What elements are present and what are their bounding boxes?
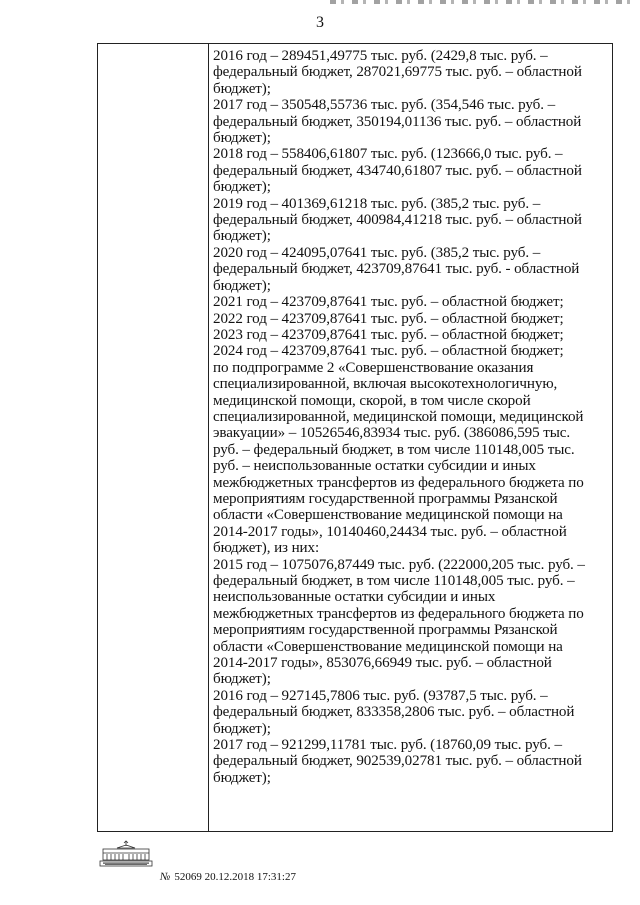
- text-line: области «Совершенствование медицинской помощи на: [213, 638, 563, 655]
- text-line: руб. – неиспользованные остатки субсидии и иных: [213, 458, 536, 475]
- text-line: медицинской помощи, скорой, в том числе скорой: [213, 392, 531, 409]
- scan-artifact: [330, 0, 630, 4]
- text-line: 2017 год – 350548,55736 тыс. руб. (354,546 тыс. руб. –: [213, 97, 556, 114]
- text-line: бюджет);: [213, 277, 271, 294]
- text-line: федеральный бюджет, в том числе 110148,005 тыс. руб. –: [213, 573, 575, 589]
- text-line: 2015 год – 1075076,87449 тыс. руб. (222000,205 тыс. руб. –: [213, 556, 585, 573]
- registration-text: 52069 20.12.2018 17:31:27: [174, 871, 296, 883]
- text-line: межбюджетных трансфертов из федерального бюджета по: [213, 605, 584, 622]
- text-line: 2018 год – 558406,61807 тыс. руб. (123666,0 тыс. руб. –: [213, 146, 563, 163]
- text-line: бюджет);: [213, 130, 271, 147]
- text-line: бюджет);: [213, 671, 271, 688]
- text-line: руб. – федеральный бюджет, в том числе 110148,005 тыс.: [213, 441, 575, 458]
- text-line: 2023 год – 423709,87641 тыс. руб. – областной бюджет;: [213, 326, 564, 343]
- text-line: федеральный бюджет, 350194,01136 тыс. руб. – областной: [213, 113, 582, 130]
- text-line: 2020 год – 424095,07641 тыс. руб. (385,2 тыс. руб. –: [213, 244, 541, 261]
- number-sign: №: [160, 871, 171, 883]
- text-line: бюджет);: [213, 720, 271, 737]
- text-line: области «Совершенствование медицинской помощи на: [213, 507, 563, 524]
- page-number: 3: [316, 14, 324, 31]
- text-line: бюджет);: [213, 769, 271, 786]
- text-line: неиспользованные остатки субсидии и иных: [213, 589, 496, 606]
- text-line: 2016 год – 289451,49775 тыс. руб. (2429,8 тыс. руб. –: [213, 48, 548, 64]
- text-line: федеральный бюджет, 434740,61807 тыс. руб. – областной: [213, 162, 582, 179]
- text-line: мероприятиям государственной программы Рязанской: [213, 622, 558, 639]
- text-line: эвакуации» – 10526546,83934 тыс. руб. (386086,595 тыс.: [213, 425, 571, 442]
- text-line: 2014-2017 годы», 10140460,24434 тыс. руб. – областной: [213, 523, 567, 540]
- text-line: 2022 год – 423709,87641 тыс. руб. – областной бюджет;: [213, 310, 564, 327]
- text-line: бюджет), из них:: [213, 540, 320, 557]
- text-line: 2017 год – 921299,11781 тыс. руб. (18760,09 тыс. руб. –: [213, 737, 562, 754]
- text-line: по подпрограмме 2 «Совершенствование оказания: [213, 359, 534, 376]
- text-line: бюджет);: [213, 80, 271, 97]
- text-line: федеральный бюджет, 423709,87641 тыс. руб. - областной: [213, 261, 580, 278]
- text-line: бюджет);: [213, 228, 271, 245]
- text-line: 2024 год – 423709,87641 тыс. руб. – областной бюджет;: [213, 343, 564, 360]
- text-line: 2019 год – 401369,61218 тыс. руб. (385,2 тыс. руб. –: [213, 195, 541, 212]
- text-line: специализированной, включая высокотехнологичную,: [213, 376, 558, 393]
- text-line: специализированной, медицинской помощи, медицинской: [213, 408, 584, 425]
- text-line: федеральный бюджет, 902539,02781 тыс. руб. – областной: [213, 753, 582, 770]
- document-registration-stamp: [160, 871, 296, 883]
- text-line: межбюджетных трансфертов из федерального бюджета по: [213, 474, 584, 491]
- table-left-column: [98, 44, 209, 831]
- text-line: федеральный бюджет, 287021,69775 тыс. руб. – областной: [213, 64, 582, 81]
- government-building-stamp-icon: [97, 840, 155, 868]
- text-line: бюджет);: [213, 179, 271, 196]
- text-line: федеральный бюджет, 833358,2806 тыс. руб. – областной: [213, 704, 575, 721]
- text-line: 2016 год – 927145,7806 тыс. руб. (93787,5 тыс. руб. –: [213, 687, 548, 704]
- text-line: мероприятиям государственной программы Рязанской: [213, 490, 558, 507]
- content-table: [97, 43, 613, 832]
- text-line: 2014-2017 годы», 853076,66949 тыс. руб. – областной: [213, 655, 552, 672]
- text-line: федеральный бюджет, 400984,41218 тыс. руб. – областной: [213, 212, 582, 229]
- table-right-column: [213, 48, 609, 786]
- text-line: 2021 год – 423709,87641 тыс. руб. – областной бюджет;: [213, 294, 564, 311]
